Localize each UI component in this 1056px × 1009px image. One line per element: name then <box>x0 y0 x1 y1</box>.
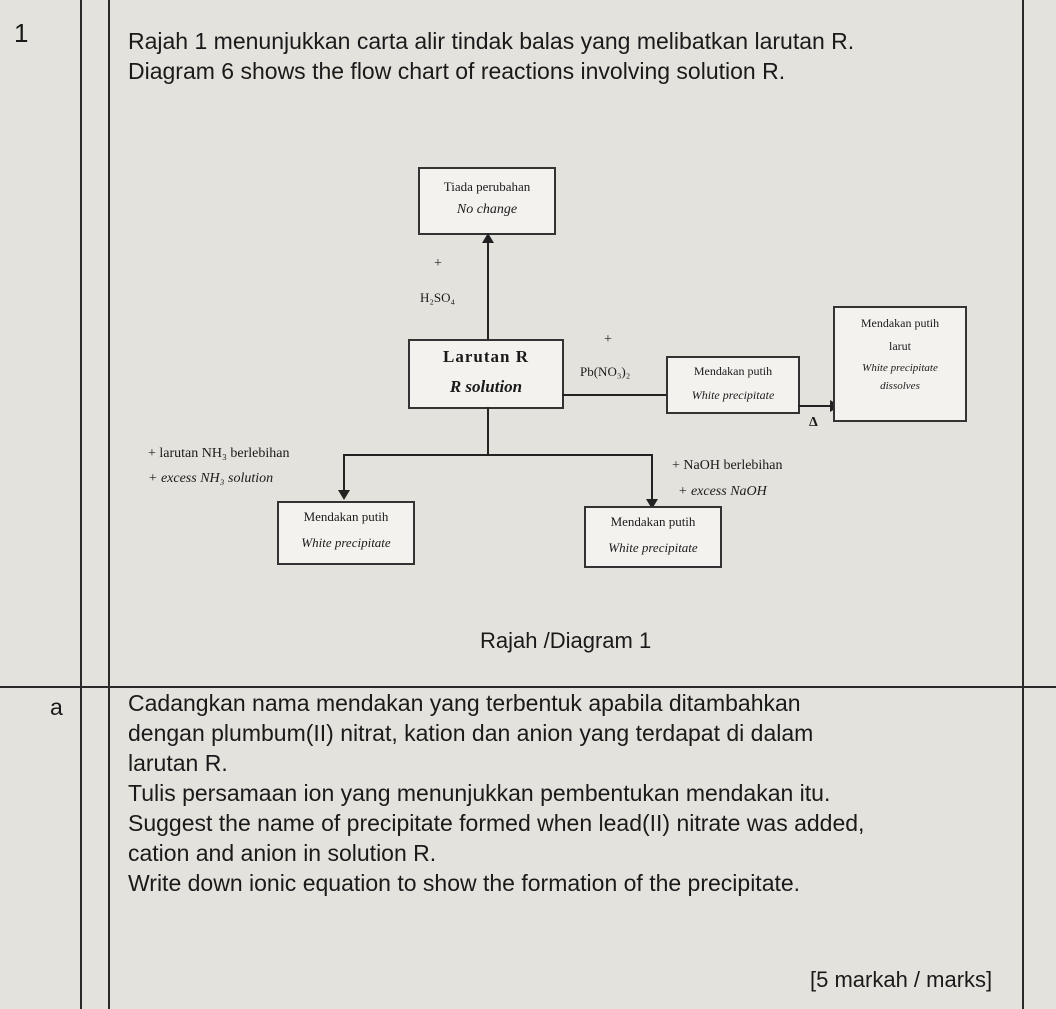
nh3-precipitate-box <box>277 501 415 565</box>
question-line: dengan plumbum(II) nitrat, kation dan anion yang terdapat di dalam <box>128 720 814 746</box>
dissolves-box <box>833 306 967 422</box>
dissolves-ms1: Mendakan putih <box>860 316 940 330</box>
naoh-precipitate-box <box>584 506 722 568</box>
connector-line <box>562 394 668 396</box>
no-change-en: No change <box>456 202 518 217</box>
intro-malay: Rajah 1 menunjukkan carta alir tindak balas yang melibatkan larutan R. <box>128 28 855 54</box>
naoh-reagent-en: + excess NaOH <box>678 484 767 499</box>
h2so4-label: H₂SO₄ <box>420 290 456 305</box>
connector-line <box>343 454 653 456</box>
right-precipitate-en: White precipitate <box>691 388 775 402</box>
solution-r-ms: Larutan R <box>443 347 529 366</box>
question-number: 1 <box>14 18 29 48</box>
connector-line <box>487 407 489 455</box>
no-change-box <box>418 167 556 235</box>
table-rule <box>108 0 110 1009</box>
right-precipitate-ms: Mendakan putih <box>693 364 773 378</box>
connector-line <box>487 241 489 341</box>
question-line: Tulis persamaan ion yang menunjukkan pembentukan mendakan itu. <box>128 780 831 806</box>
question-line: cation and anion in solution R. <box>128 840 437 866</box>
naoh-precipitate-ms: Mendakan putih <box>610 514 696 529</box>
part-a-question <box>128 688 1028 898</box>
pbno3-plus: + <box>604 332 612 347</box>
nh3-precipitate-en: White precipitate <box>301 535 391 550</box>
nh3-precipitate-ms: Mendakan putih <box>303 509 389 524</box>
question-line: larutan R. <box>128 750 228 776</box>
pbno3-label: Pb(NO₃)₂ <box>580 364 631 379</box>
intro-english: Diagram 6 shows the flow chart of reactions involving solution R. <box>128 58 786 84</box>
naoh-reagent-ms: + NaOH berlebihan <box>672 458 783 473</box>
arrow-down-icon <box>338 490 350 500</box>
h2so4-plus: + <box>434 256 442 271</box>
table-rule <box>80 0 82 1009</box>
connector-line <box>343 454 345 490</box>
dissolves-ms2: larut <box>889 339 911 353</box>
nh3-reagent-ms: + larutan NH₃ berlebihan <box>148 446 290 461</box>
question-line: Cadangkan nama mendakan yang terbentuk apabila ditambahkan <box>128 690 801 716</box>
question-line: Suggest the name of precipitate formed when lead(II) nitrate was added, <box>128 810 865 836</box>
marks-label: [5 markah / marks] <box>810 967 993 992</box>
connector-line <box>798 405 830 407</box>
heat-symbol: Δ <box>809 415 818 430</box>
no-change-ms: Tiada perubahan <box>443 179 531 194</box>
right-precipitate-box <box>666 356 800 414</box>
solution-r-box <box>408 339 564 409</box>
solution-r-en: R solution <box>449 377 523 396</box>
dissolves-en2: dissolves <box>880 380 920 392</box>
nh3-reagent-en: + excess NH₃ solution <box>148 471 274 486</box>
connector-line <box>651 454 653 500</box>
question-line: Write down ionic equation to show the formation of the precipitate. <box>128 870 801 896</box>
part-label: a <box>50 694 63 720</box>
naoh-precipitate-en: White precipitate <box>608 540 698 555</box>
diagram-caption: Rajah /Diagram 1 <box>480 628 652 653</box>
dissolves-en1: White precipitate <box>862 362 938 374</box>
